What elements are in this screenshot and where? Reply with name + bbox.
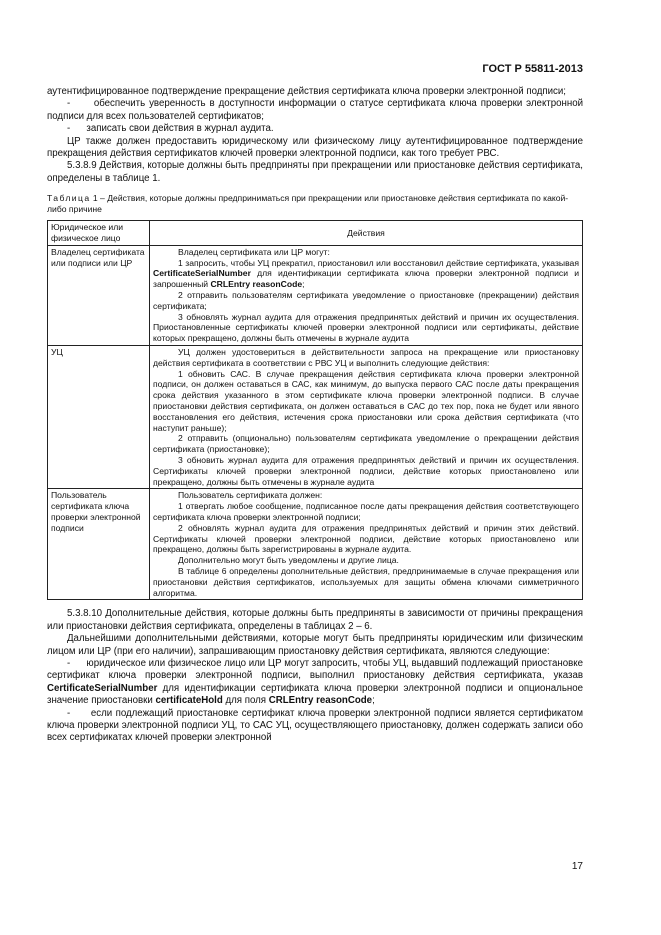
list-item-text: ; [372,695,375,707]
dash: - [67,707,71,719]
list-item-text: для поля [222,695,269,707]
cell-item: 2 отправить пользователям сертификата уведомление о приостановке (прекращении) действия сертификата; [153,290,579,311]
dash: - [67,123,71,135]
cell-intro: Пользователь сертификата должен: [178,490,323,501]
paragraph: 5.3.8.10 Дополнительные действия, которые должны быть предприняты в зависимости от причины прекращения или приостановки действия сертификата, определены в таблицах 2 – 6. [47,608,583,632]
cell-item: Дополнительно могут быть уведомлены и другие лица. [178,555,399,566]
bold-term: certificateHold [155,695,223,707]
cell-item: 3 обновлять журнал аудита для отражения предпринятых действий и причин их осуществления. Приостановленные сертификаты ключей проверки электронной подписи или сертификаты, действие которых прекращено, должны быть отмечены в журнале аудита [153,311,579,344]
document-body [47,86,583,745]
bold-term: CertificateSerialNumber [47,682,158,694]
list-item [47,123,583,135]
list-item-text: если подлежащий приостановке сертификат ключа проверки электронной подписи является сертификатом ключа проверки электронной подписи УЦ, то САС УЦ, осуществляющего приостановку, должен содержать записи обо всех сертификатах ключей проверки электронной [47,707,583,744]
table-cell-actions [150,489,583,600]
table-cell-actions [150,245,583,345]
actions-table [47,220,583,600]
cell-text: ; [302,279,305,290]
document-page [47,0,583,935]
table-caption-text: 1 – Действия, которые должны предприниматься при прекращении или приостановке действия сертификата по какой-либо причине [47,193,569,214]
table-header-actions: Действия [150,221,583,246]
cell-intro: Владелец сертификата или ЦР могут: [178,246,330,257]
table-header-row [48,221,583,246]
paragraph: аутентифицированное подтверждение прекращение действия сертификата ключа проверки электронной подписи; [47,86,567,97]
table-cell-entity: УЦ [48,346,150,489]
paragraph: ЦР также должен предоставить юридическому или физическому лицу аутентифицированное подтверждение прекращения действия сертификатов ключей проверки электронной подписи, как того требует РВС. [47,135,583,160]
dash: - [67,98,71,110]
dash: - [67,657,71,669]
cell-intro: УЦ должен удостовериться в действительности запроса на прекращение или приостановку действия сертификата в соответствии с РВС УЦ и выполнить следующие действия: [153,347,579,368]
list-item-text: обеспечить уверенность в доступности информации о статусе сертификата ключа проверки электронной подписи для всех пользователей сертификатов; [47,98,583,122]
cell-item [153,258,579,290]
table-cell-entity: Пользователь сертификата ключа проверки электронной подписи [48,489,150,600]
list-item-text: юридическое или физическое лицо или ЦР могут запросить, чтобы УЦ, выдавший подлежащий приостановке сертификат ключа проверки электронной подписи, выполнил приостановку действия сертификата, указав [47,657,584,682]
table-header-entity: Юридическое или физическое лицо [48,221,150,246]
cell-item: 3 обновить журнал аудита для отражения предпринятых действий и причин их осуществления. Сертификаты ключей проверки электронной подписи, действие которых приостановлено или прекращено, должны быть отмечены в журнале аудита [153,454,579,487]
cell-item: 2 отправить (опционально) пользователям сертификата уведомление о прекращении действия сертификата (приостановке); [153,433,579,455]
list-item [47,98,583,123]
table-cell-actions [150,346,583,489]
table-caption [47,193,583,214]
table-cell-entity: Владелец сертификата или подписи или ЦР [48,245,150,345]
list-item [47,708,583,745]
standard-code-header: ГОСТ Р 55811-2013 [482,63,583,75]
cell-item: В таблице 6 определены дополнительные действия, предпринимаемые в случае прекращения или приостановки действия сертификатов, используемых для защиты обмена ключами симметричного алгоритма. [153,565,579,598]
bold-term: CRLEntry reasonCode [268,695,373,707]
cell-bold: CertificateSerialNumber [153,268,251,279]
page-number: 17 [571,861,583,872]
table-row [48,489,583,600]
cell-text: 1 запросить, чтобы УЦ прекратил, приостановил или восстановил действие сертификата, указывая [178,257,579,268]
list-item-text: записать свои действия в журнал аудита. [86,123,274,135]
table-caption-label: Таблица [47,193,91,204]
list-item [47,658,583,708]
cell-bold: CRLEntry reasonCode [210,279,303,290]
cell-text: для идентификации сертификата ключа проверки электронной подписи и запрошенный [153,268,579,290]
table-row [48,245,583,345]
cell-item: 2 обновлять журнал аудита для отражения предпринятых действий и причин этих действий. Сертификаты ключей проверки электронной подписи, действие которых приостановлено или прекращено, должны быть зарегистрированы в журнале аудита. [153,522,579,555]
cell-item: 1 отвергать любое сообщение, подписанное после даты прекращения действия соответствующего сертификата ключа проверки электронной подписи; [153,501,579,522]
list-item-text: для идентификации сертификата ключа проверки электронной подписи и опциональное значение приостановки [47,682,583,707]
paragraph: 5.3.8.9 Действия, которые должны быть предприняты при прекращении или приостановке действия сертификата, определены в таблице 1. [47,160,583,184]
cell-item: 1 обновить САС. В случае прекращения действия сертификата ключа проверки электронной подписи, он должен оставаться в САС, как минимум, до выпуска первого САС после даты прекращения срока действия указанного в этом сертификате ключа проверки электронной подписи. В случае приостановки действия сертификата, он должен оставаться в САС до тех пор, пока не будет или явного восстановления его действия, истечения срока приостановки или срока действия сертификата (что наступит раньше); [153,368,579,433]
paragraph: Дальнейшими дополнительными действиями, которые могут быть предприняты юридическим или физическим лицом или ЦР (при его наличии), запрашивающим приостановку действия сертификата, являются следующие: [47,633,583,657]
table-row [48,346,583,489]
